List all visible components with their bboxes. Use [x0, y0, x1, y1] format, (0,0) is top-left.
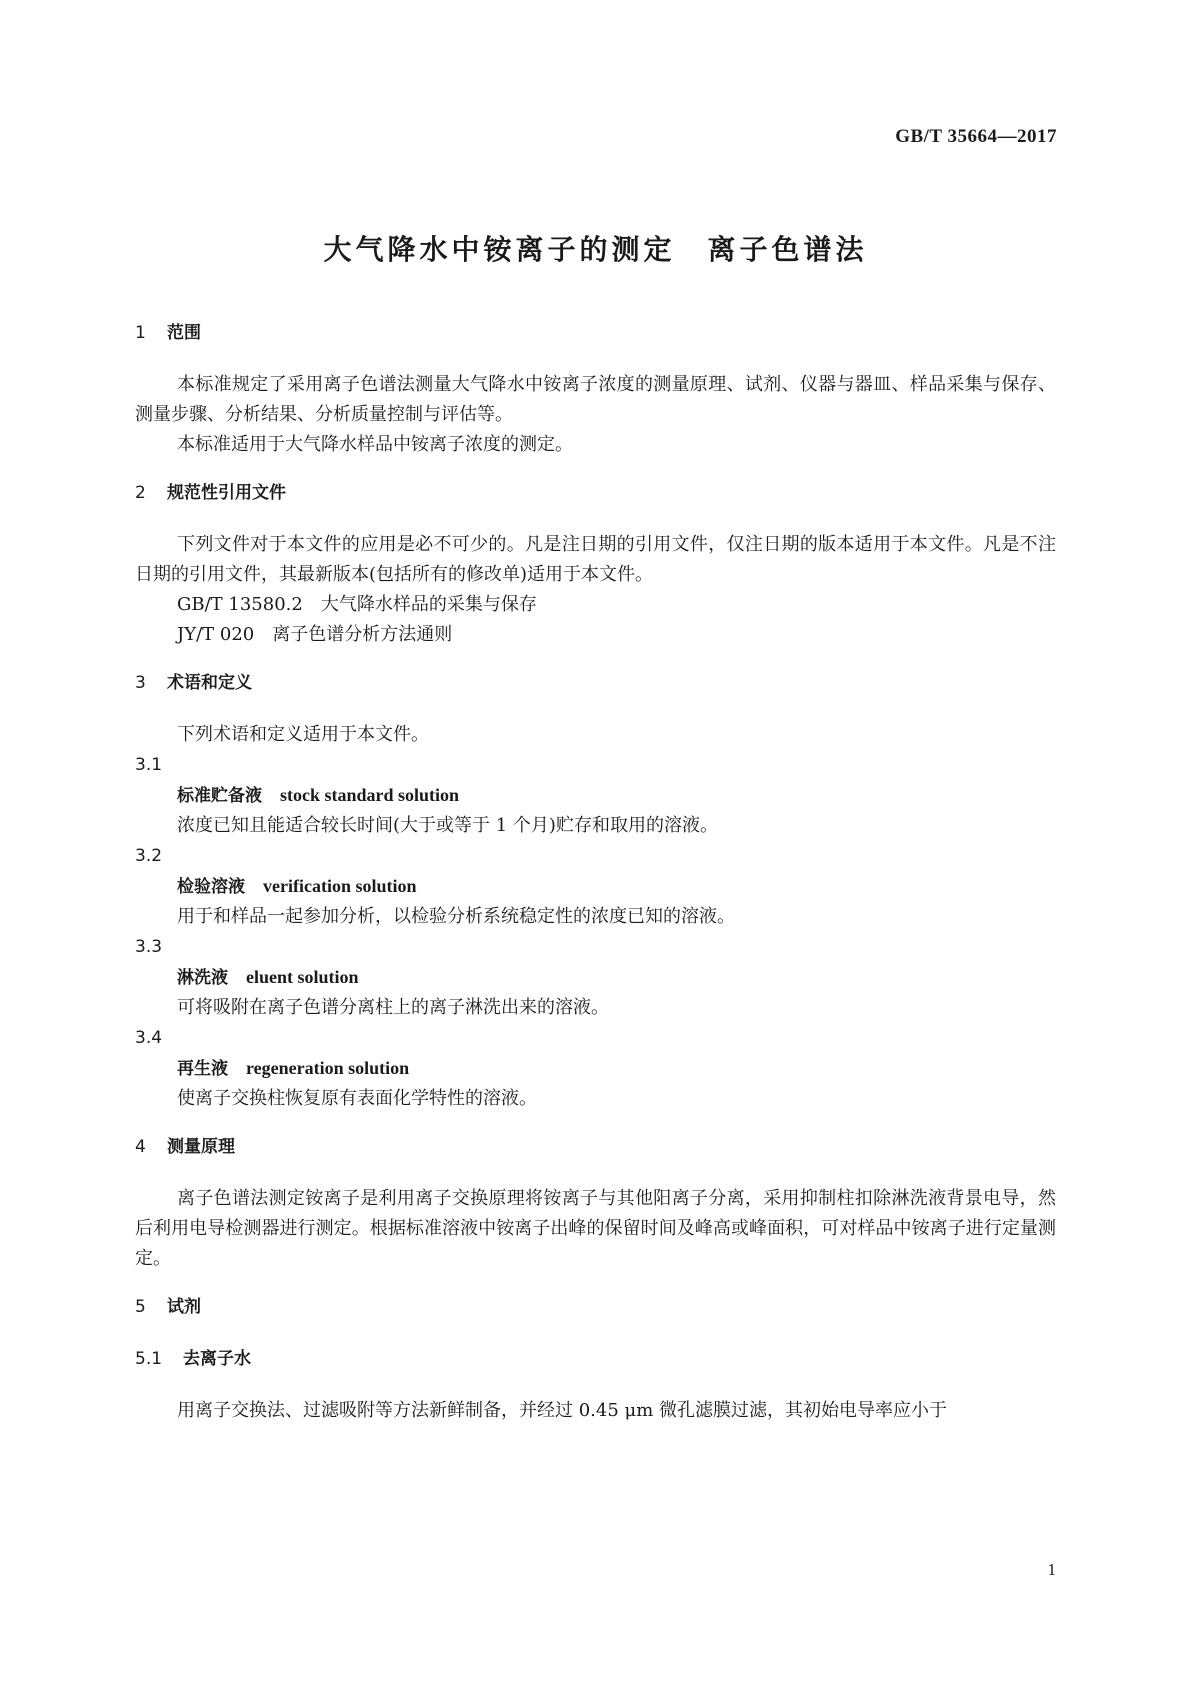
subsection-number: 5.1 [135, 1349, 163, 1369]
term-definition: 用于和样品一起参加分析，以检验分析系统稳定性的浓度已知的溶液。 [177, 906, 735, 927]
document-body [135, 318, 1056, 1426]
standard-number: GB/T 35664—2017 [895, 126, 1057, 147]
section-number: 4 [135, 1137, 146, 1157]
term-number: 3.1 [135, 755, 163, 775]
term-name [135, 780, 1056, 811]
section-number: 3 [135, 673, 146, 693]
reference-title: 离子色谱分析方法通则 [272, 624, 453, 645]
reference-item [135, 620, 1056, 650]
paragraph: 下列术语和定义适用于本文件。 [177, 724, 429, 745]
section-heading [135, 668, 1056, 698]
reference-title: 大气降水样品的采集与保存 [320, 594, 537, 615]
section-heading [135, 478, 1056, 508]
paragraph: 本标准规定了采用离子色谱法测量大气降水中铵离子浓度的测量原理、试剂、仪器与器皿、样品采集与保存、测量步骤、分析结果、分析质量控制与评估等。 [135, 374, 1056, 425]
section-title: 规范性引用文件 [167, 483, 286, 503]
reference-item [135, 590, 1056, 620]
term-name [135, 962, 1056, 993]
reference-code: GB/T 13580.2 [177, 594, 303, 615]
section-number: 1 [135, 323, 146, 343]
section-title: 术语和定义 [167, 673, 252, 693]
term-number: 3.2 [135, 846, 163, 866]
section-heading [135, 318, 1056, 348]
term-name-en: stock standard solution [280, 785, 460, 805]
term-name-en: eluent solution [246, 967, 359, 987]
term-number: 3.3 [135, 937, 163, 957]
section-title: 范围 [167, 323, 201, 343]
page-number: 1 [1047, 1560, 1056, 1579]
term-name-zh: 标准贮备液 [177, 786, 262, 806]
term-name-en: verification solution [263, 876, 417, 896]
term-name [135, 871, 1056, 902]
section-number: 2 [135, 483, 146, 503]
paragraph: 本标准适用于大气降水样品中铵离子浓度的测定。 [177, 434, 573, 455]
section-heading [135, 1132, 1056, 1162]
subsection-heading [135, 1344, 1056, 1374]
section-number: 5 [135, 1297, 146, 1317]
term-definition: 可将吸附在离子色谱分离柱上的离子淋洗出来的溶液。 [177, 997, 609, 1018]
term-name-en: regeneration solution [246, 1058, 410, 1078]
term-number: 3.4 [135, 1028, 163, 1048]
section-title: 试剂 [167, 1297, 201, 1317]
term-name [135, 1053, 1056, 1084]
paragraph: 下列文件对于本文件的应用是必不可少的。凡是注日期的引用文件，仅注日期的版本适用于本文件。凡是不注日期的引用文件，其最新版本(包括所有的修改单)适用于本文件。 [135, 534, 1056, 585]
term-definition: 使离子交换柱恢复原有表面化学特性的溶液。 [177, 1088, 537, 1109]
subsection-title: 去离子水 [183, 1349, 251, 1369]
section-title: 测量原理 [167, 1137, 235, 1157]
term-name-zh: 再生液 [177, 1059, 228, 1079]
term-name-zh: 检验溶液 [177, 877, 245, 897]
reference-code: JY/T 020 [177, 624, 255, 645]
paragraph: 离子色谱法测定铵离子是利用离子交换原理将铵离子与其他阳离子分离，采用抑制柱扣除淋洗液背景电导，然后利用电导检测器进行测定。根据标准溶液中铵离子出峰的保留时间及峰高或峰面积，可对样品中铵离子进行定量测定。 [135, 1188, 1056, 1269]
document-title: 大气降水中铵离子的测定 离子色谱法 [323, 233, 868, 266]
term-definition: 浓度已知且能适合较长时间(大于或等于 1 个月)贮存和取用的溶液。 [177, 815, 718, 836]
term-name-zh: 淋洗液 [177, 968, 228, 988]
paragraph: 用离子交换法、过滤吸附等方法新鲜制备，并经过 0.45 μm 微孔滤膜过滤，其初始电导率应小于 [177, 1400, 948, 1421]
section-heading [135, 1292, 1056, 1322]
